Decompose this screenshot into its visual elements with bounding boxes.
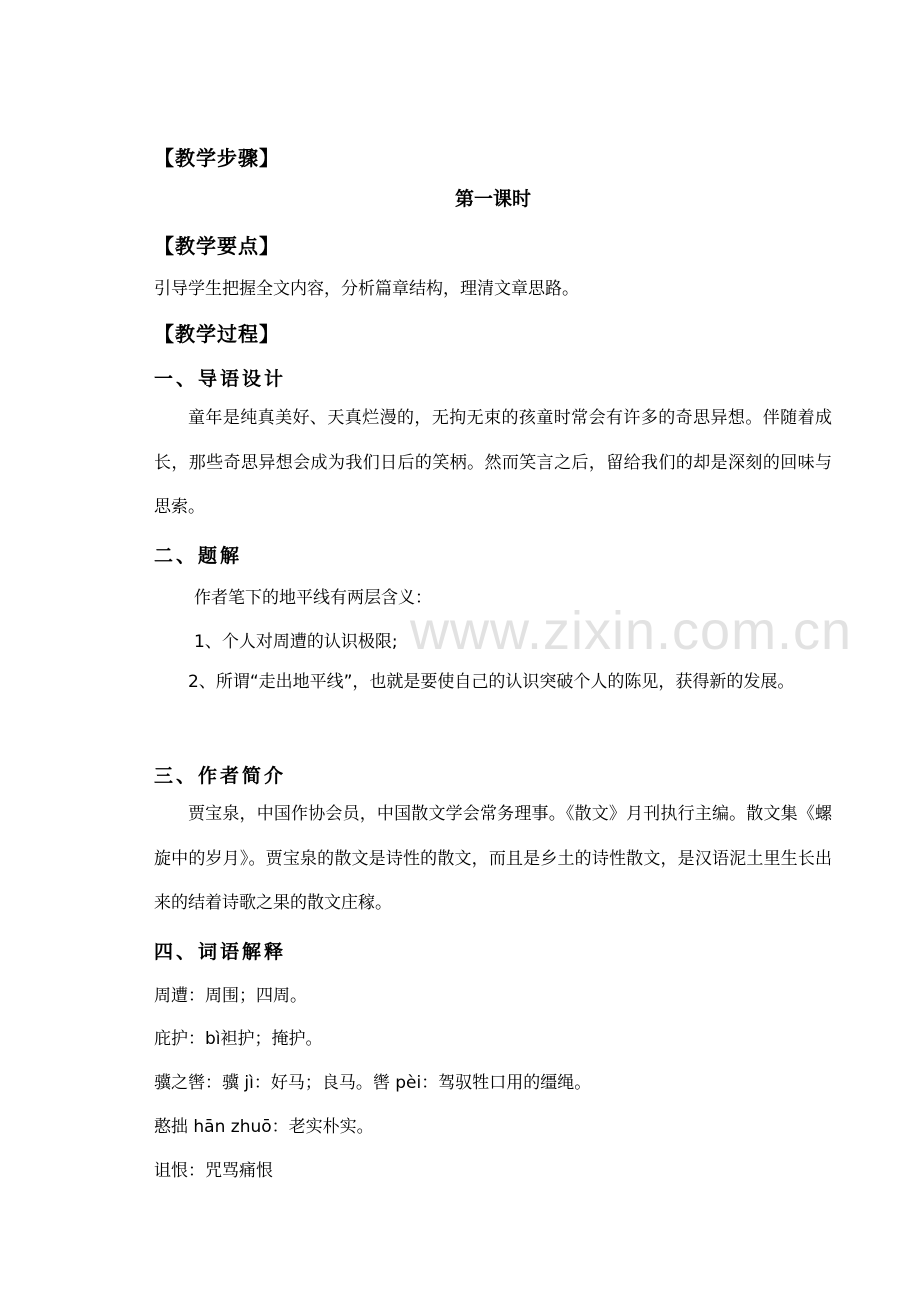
section-heading-key-points: 【教学要点】 xyxy=(154,234,280,258)
part1-heading: 一、导语设计 xyxy=(154,368,287,390)
lesson-title: 第一课时 xyxy=(454,188,531,210)
part2-heading: 二、题解 xyxy=(154,545,243,567)
watermark: www.zixin.com.cn xyxy=(410,601,853,661)
vocab-item: 憨拙 hān zhuō：老实朴实。 xyxy=(154,1117,374,1137)
part3-heading: 三、作者简介 xyxy=(154,765,287,787)
part2-item-1: 1、个人对周遭的认识极限; xyxy=(194,632,398,652)
vocab-item: 庇护：bì袒护；掩护。 xyxy=(154,1029,323,1049)
vocab-item: 周遭：周围；四周。 xyxy=(154,986,307,1006)
part2-item-2: 2、所谓“走出地平线”，也就是要使自己的认识突破个人的陈见，获得新的发展。 xyxy=(188,672,795,692)
part1-paragraph: 童年是纯真美好、天真烂漫的，无拘无束的孩童时常会有许多的奇思异想。伴随着成长，那些奇思异想会成为我们日后的笑柄。然而笑言之后，留给我们的却是深刻的回味与思索。 xyxy=(154,408,832,517)
vocab-item: 骥之辔：骥 jì：好马；良马。辔 pèi：驾驭牲口用的缰绳。 xyxy=(154,1073,592,1093)
section-heading-teaching-process: 【教学过程】 xyxy=(154,322,280,346)
part3-paragraph: 贾宝泉，中国作协会员，中国散文学会常务理事。《散文》月刊执行主编。散文集《螺旋中的岁月》。贾宝泉的散文是诗性的散文，而且是乡土的诗性散文，是汉语泥土里生长出来的结着诗歌之果的散文庄稼。 xyxy=(154,804,832,913)
vocab-item: 诅恨：咒骂痛恨 xyxy=(154,1161,273,1181)
key-points-text: 引导学生把握全文内容，分析篇章结构，理清文章思路。 xyxy=(154,279,579,299)
section-heading-teaching-steps: 【教学步骤】 xyxy=(154,146,280,170)
part4-heading: 四、词语解释 xyxy=(154,941,287,963)
part2-intro: 作者笔下的地平线有两层含义： xyxy=(194,588,432,608)
